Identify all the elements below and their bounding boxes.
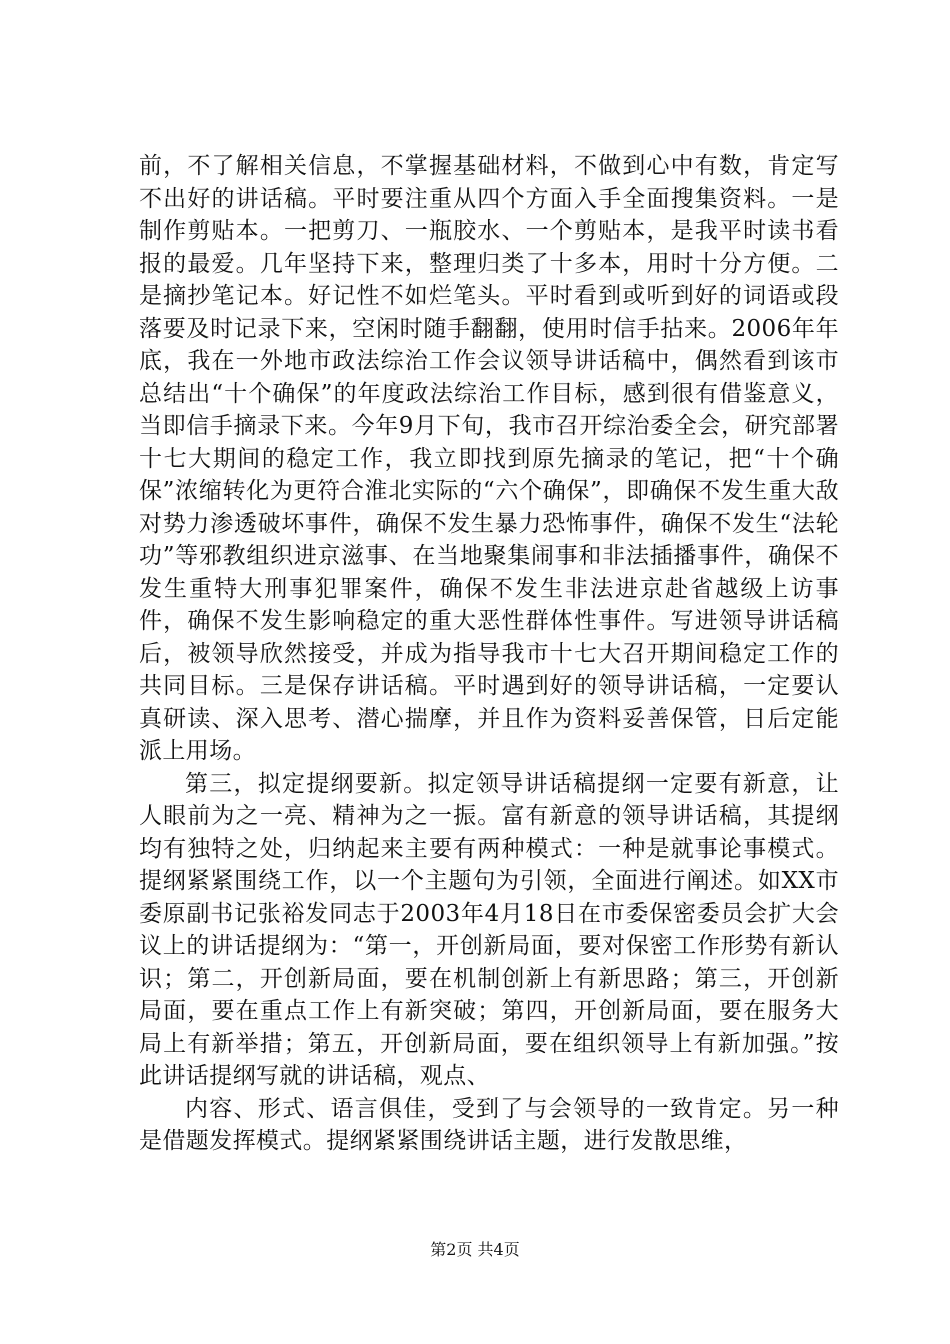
paragraph-section-three: 第三，拟定提纲要新。拟定领导讲话稿提纲一定要有新意，让人眼前为之一亮、精神为之一振。富有新意的领导讲话稿，其提纲均有独特之处，归纳起来主要有两种模式：一种是就事论事模式。提纲紧紧围绕工作，以一个主题句为引领，全面进行阐述。如XX市委原副书记张裕发同志于2003年4月18日在市委保密委员会扩大会议上的讲话提纲为：“第一，开创新局面，要对保密工作形势有新认识；第二，开创新局面，要在机制创新上有新思路；第三，开创新局面，要在重点工作上有新突破；第四，开创新局面，要在服务大局上有新举措；第五，开创新局面，要在组织领导上有新加强。”按此讲话提纲写就的讲话稿，观点、	[139, 770, 839, 1089]
document-body	[139, 150, 839, 1158]
page-number-footer: 第2页 共4页	[430, 1240, 520, 1259]
paragraph-content-form: 内容、形式、语言俱佳，受到了与会领导的一致肯定。另一种是借题发挥模式。提纲紧紧围绕讲话主题，进行发散思维，	[139, 1095, 839, 1154]
paragraph-continued: 前，不了解相关信息，不掌握基础材料，不做到心中有数，肯定写不出好的讲话稿。平时要注重从四个方面入手全面搜集资料。一是制作剪贴本。一把剪刀、一瓶胶水、一个剪贴本，是我平时读书看报的最爱。几年坚持下来，整理归类了十多本，用时十分方便。二是摘抄笔记本。好记性不如烂笔头。平时看到或听到好的词语或段落要及时记录下来，空闲时随手翻翻，使用时信手拈来。2006年年底，我在一外地市政法综治工作会议领导讲话稿中，偶然看到该市总结出“十个确保”的年度政法综治工作目标，感到很有借鉴意义，当即信手摘录下来。今年9月下旬，我市召开综治委全会，研究部署十七大期间的稳定工作，我立即找到原先摘录的笔记，把“十个确保”浓缩转化为更符合淮北实际的“六个确保”，即确保不发生重大敌对势力渗透破坏事件，确保不发生暴力恐怖事件，确保不发生“法轮功”等邪教组织进京滋事、在当地聚集闹事和非法插播事件，确保不发生重特大刑事犯罪案件，确保不发生非法进京赴省越级上访事件，确保不发生影响稳定的重大恶性群体性事件。写进领导讲话稿后，被领导欣然接受，并成为指导我市十七大召开期间稳定工作的共同目标。三是保存讲话稿。平时遇到好的领导讲话稿，一定要认真研读、深入思考、潜心揣摩，并且作为资料妥善保管，日后定能派上用场。	[139, 153, 839, 764]
